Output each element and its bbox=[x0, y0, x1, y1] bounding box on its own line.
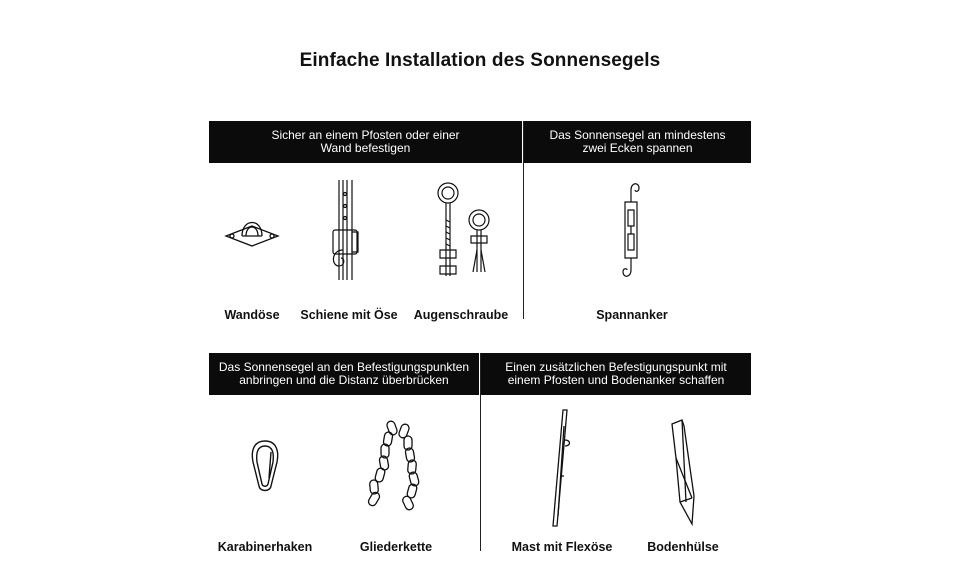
wall-eye-plate-icon bbox=[222, 212, 282, 252]
section-header-extra-point bbox=[481, 353, 751, 395]
chain-icon bbox=[364, 420, 428, 512]
label-gliederkette: Gliederkette bbox=[359, 540, 433, 554]
divider-bottom bbox=[480, 353, 481, 551]
page-title: Einfache Installation des Sonnensegels bbox=[299, 50, 661, 71]
label-schiene-mit-oese: Schiene mit Öse bbox=[300, 308, 398, 322]
label-augenschraube: Augenschraube bbox=[413, 308, 509, 322]
pole-with-eye-icon bbox=[547, 406, 577, 530]
carabiner-icon bbox=[247, 438, 283, 494]
section-header-tension-line-2: zwei Ecken spannen bbox=[582, 141, 693, 155]
section-header-tension bbox=[524, 121, 751, 163]
label-wandoese: Wandöse bbox=[224, 308, 280, 322]
label-spannanker: Spannanker bbox=[596, 308, 668, 322]
rail-with-eye-icon bbox=[329, 180, 369, 280]
section-header-mount-line-2: Wand befestigen bbox=[320, 141, 411, 155]
section-header-mount bbox=[209, 121, 522, 163]
section-header-mount-line-1: Sicher an einem Pfosten oder einer bbox=[271, 128, 460, 142]
label-bodenhuelse: Bodenhülse bbox=[647, 540, 719, 554]
eye-bolt-icon bbox=[433, 180, 503, 280]
ground-spike-icon bbox=[668, 418, 708, 528]
section-header-tension-line-1: Das Sonnensegel an mindestens bbox=[549, 128, 726, 142]
turnbuckle-icon bbox=[617, 180, 647, 280]
section-header-extra-point-line-1: Einen zusätzlichen Befestigungspunkt mit bbox=[505, 360, 727, 374]
section-header-attach bbox=[209, 353, 479, 395]
divider-top bbox=[523, 121, 524, 319]
section-header-attach-line-2: anbringen und die Distanz überbrücken bbox=[239, 373, 449, 387]
label-mast-mit-flexoese: Mast mit Flexöse bbox=[511, 540, 613, 554]
label-karabinerhaken: Karabinerhaken bbox=[217, 540, 313, 554]
section-header-extra-point-line-2: einem Pfosten und Bodenanker schaffen bbox=[507, 373, 725, 387]
section-header-attach-line-1: Das Sonnensegel an den Befestigungspunkten bbox=[218, 360, 470, 374]
